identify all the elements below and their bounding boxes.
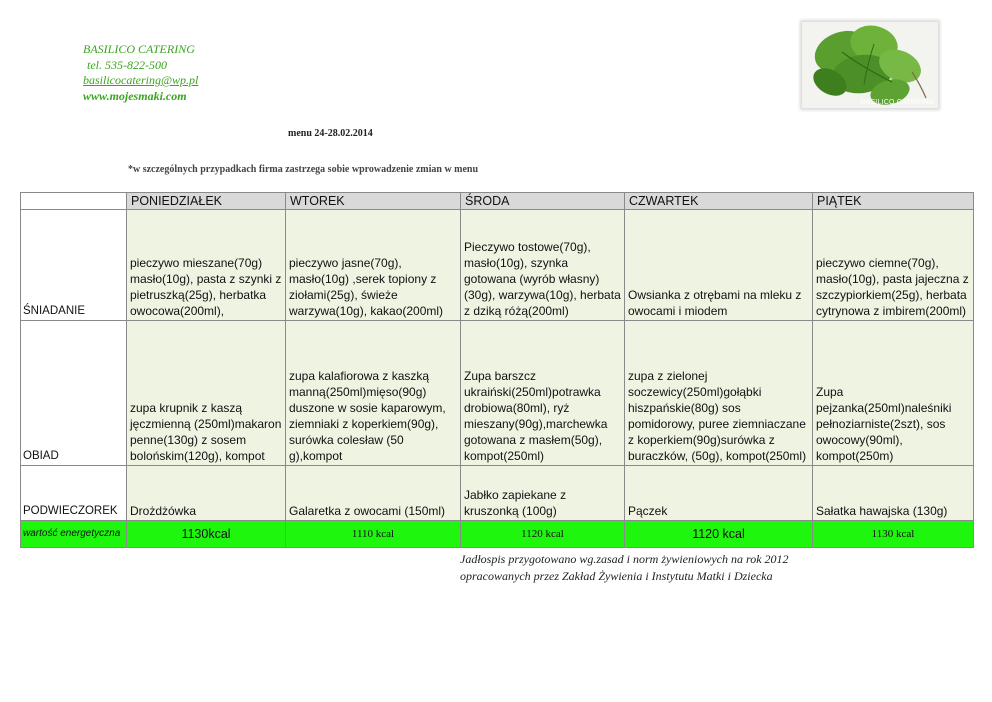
company-logo [802, 22, 938, 108]
footnote-line-1: Jadłospis przygotowano wg.zasad i norm żywieniowych na rok 2012 [460, 552, 789, 566]
weekly-menu-table [20, 192, 974, 548]
nutrition-footnote [460, 551, 789, 585]
lunch-thursday: zupa z zielonej soczewicy(250ml)gołąbki hiszpańskie(80g) sos pomidorowy, puree ziemniaczane z koperkiem(90g)surówka z buraczków, (50g), kompot(250ml) [625, 321, 813, 466]
table-header-row [21, 193, 974, 210]
logo-text: BASILICO CATERING [860, 99, 934, 106]
lunch-monday: zupa krupnik z kaszą jęczmienną (250ml)makaron penne(130g) z sosem bolońskim(120g), kompot [127, 321, 286, 466]
header-corner [21, 193, 127, 210]
lunch-wednesday: Zupa barszcz ukraiński(250ml)potrawka drobiowa(80ml), ryż mieszany(90g),marchewka gotowana z masłem(50g), kompot(250ml) [461, 321, 625, 466]
menu-change-note: *w szczególnych przypadkach firma zastrzega sobie wprowadzenie zmian w menu [128, 164, 479, 175]
company-email-link[interactable]: basilicocatering@wp.pl [83, 73, 199, 87]
header-day-wednesday: ŚRODA [461, 193, 625, 210]
company-phone: tel. 535-822-500 [87, 57, 167, 72]
lunch-friday: Zupa pejzanka(250ml)naleśniki pełnoziarniste(2szt), sos owocowy(90ml), kompot(250m) [813, 321, 974, 466]
basil-leaves-icon [802, 22, 938, 108]
lunch-tuesday: zupa kalafiorowa z kaszką manną(250ml)mięso(90g) duszone w sosie kaparowym, ziemniaki z koperkiem(90g), surówka colesław (50 g),kompot [286, 321, 461, 466]
footnote-line-2: opracowanych przez Zakład Żywienia i Instytutu Matki i Dziecka [460, 569, 773, 583]
breakfast-thursday: Owsianka z otrębami na mleku z owocami i miodem [625, 210, 813, 321]
snack-thursday: Pączek [625, 466, 813, 521]
snack-tuesday: Galaretka z owocami (150ml) [286, 466, 461, 521]
table-row-breakfast [21, 210, 974, 321]
table-row-energy [21, 521, 974, 548]
breakfast-monday: pieczywo mieszane(70g) masło(10g), pasta z szynki z pietruszką(25g), herbatka owocowa(200ml), [127, 210, 286, 321]
snack-wednesday: Jabłko zapiekane z kruszonką (100g) [461, 466, 625, 521]
energy-thursday: 1120 kcal [625, 521, 813, 548]
header-day-friday: PIĄTEK [813, 193, 974, 210]
company-website[interactable]: www.mojesmaki.com [83, 88, 187, 103]
energy-friday: 1130 kcal [813, 521, 974, 548]
energy-tuesday: 1110 kcal [286, 521, 461, 548]
energy-wednesday: 1120 kcal [461, 521, 625, 548]
row-label-lunch: OBIAD [21, 321, 127, 466]
breakfast-tuesday: pieczywo jasne(70g), masło(10g) ,serek topiony z ziołami(25g), świeże warzywa(10g), kakao(200ml) [286, 210, 461, 321]
company-name: BASILICO CATERING [83, 42, 195, 56]
row-label-energy: wartość energetyczna [21, 521, 127, 548]
snack-monday: Drożdżówka [127, 466, 286, 521]
company-info [83, 42, 198, 104]
header-day-tuesday: WTOREK [286, 193, 461, 210]
header-day-thursday: CZWARTEK [625, 193, 813, 210]
table-row-snack [21, 466, 974, 521]
row-label-breakfast: ŚNIADANIE [21, 210, 127, 321]
energy-monday: 1130kcal [127, 521, 286, 548]
breakfast-wednesday: Pieczywo tostowe(70g), masło(10g), szynka gotowana (wyrób własny)(30g), warzywa(10g), herbata z dziką różą(200ml) [461, 210, 625, 321]
menu-date: menu 24-28.02.2014 [288, 128, 373, 139]
snack-friday: Sałatka hawajska (130g) [813, 466, 974, 521]
row-label-snack: PODWIECZOREK [21, 466, 127, 521]
table-row-lunch [21, 321, 974, 466]
header-day-monday: PONIEDZIAŁEK [127, 193, 286, 210]
breakfast-friday: pieczywo ciemne(70g), masło(10g), pasta jajeczna z szczypiorkiem(25g), herbata cytrynowa z imbirem(200ml) [813, 210, 974, 321]
